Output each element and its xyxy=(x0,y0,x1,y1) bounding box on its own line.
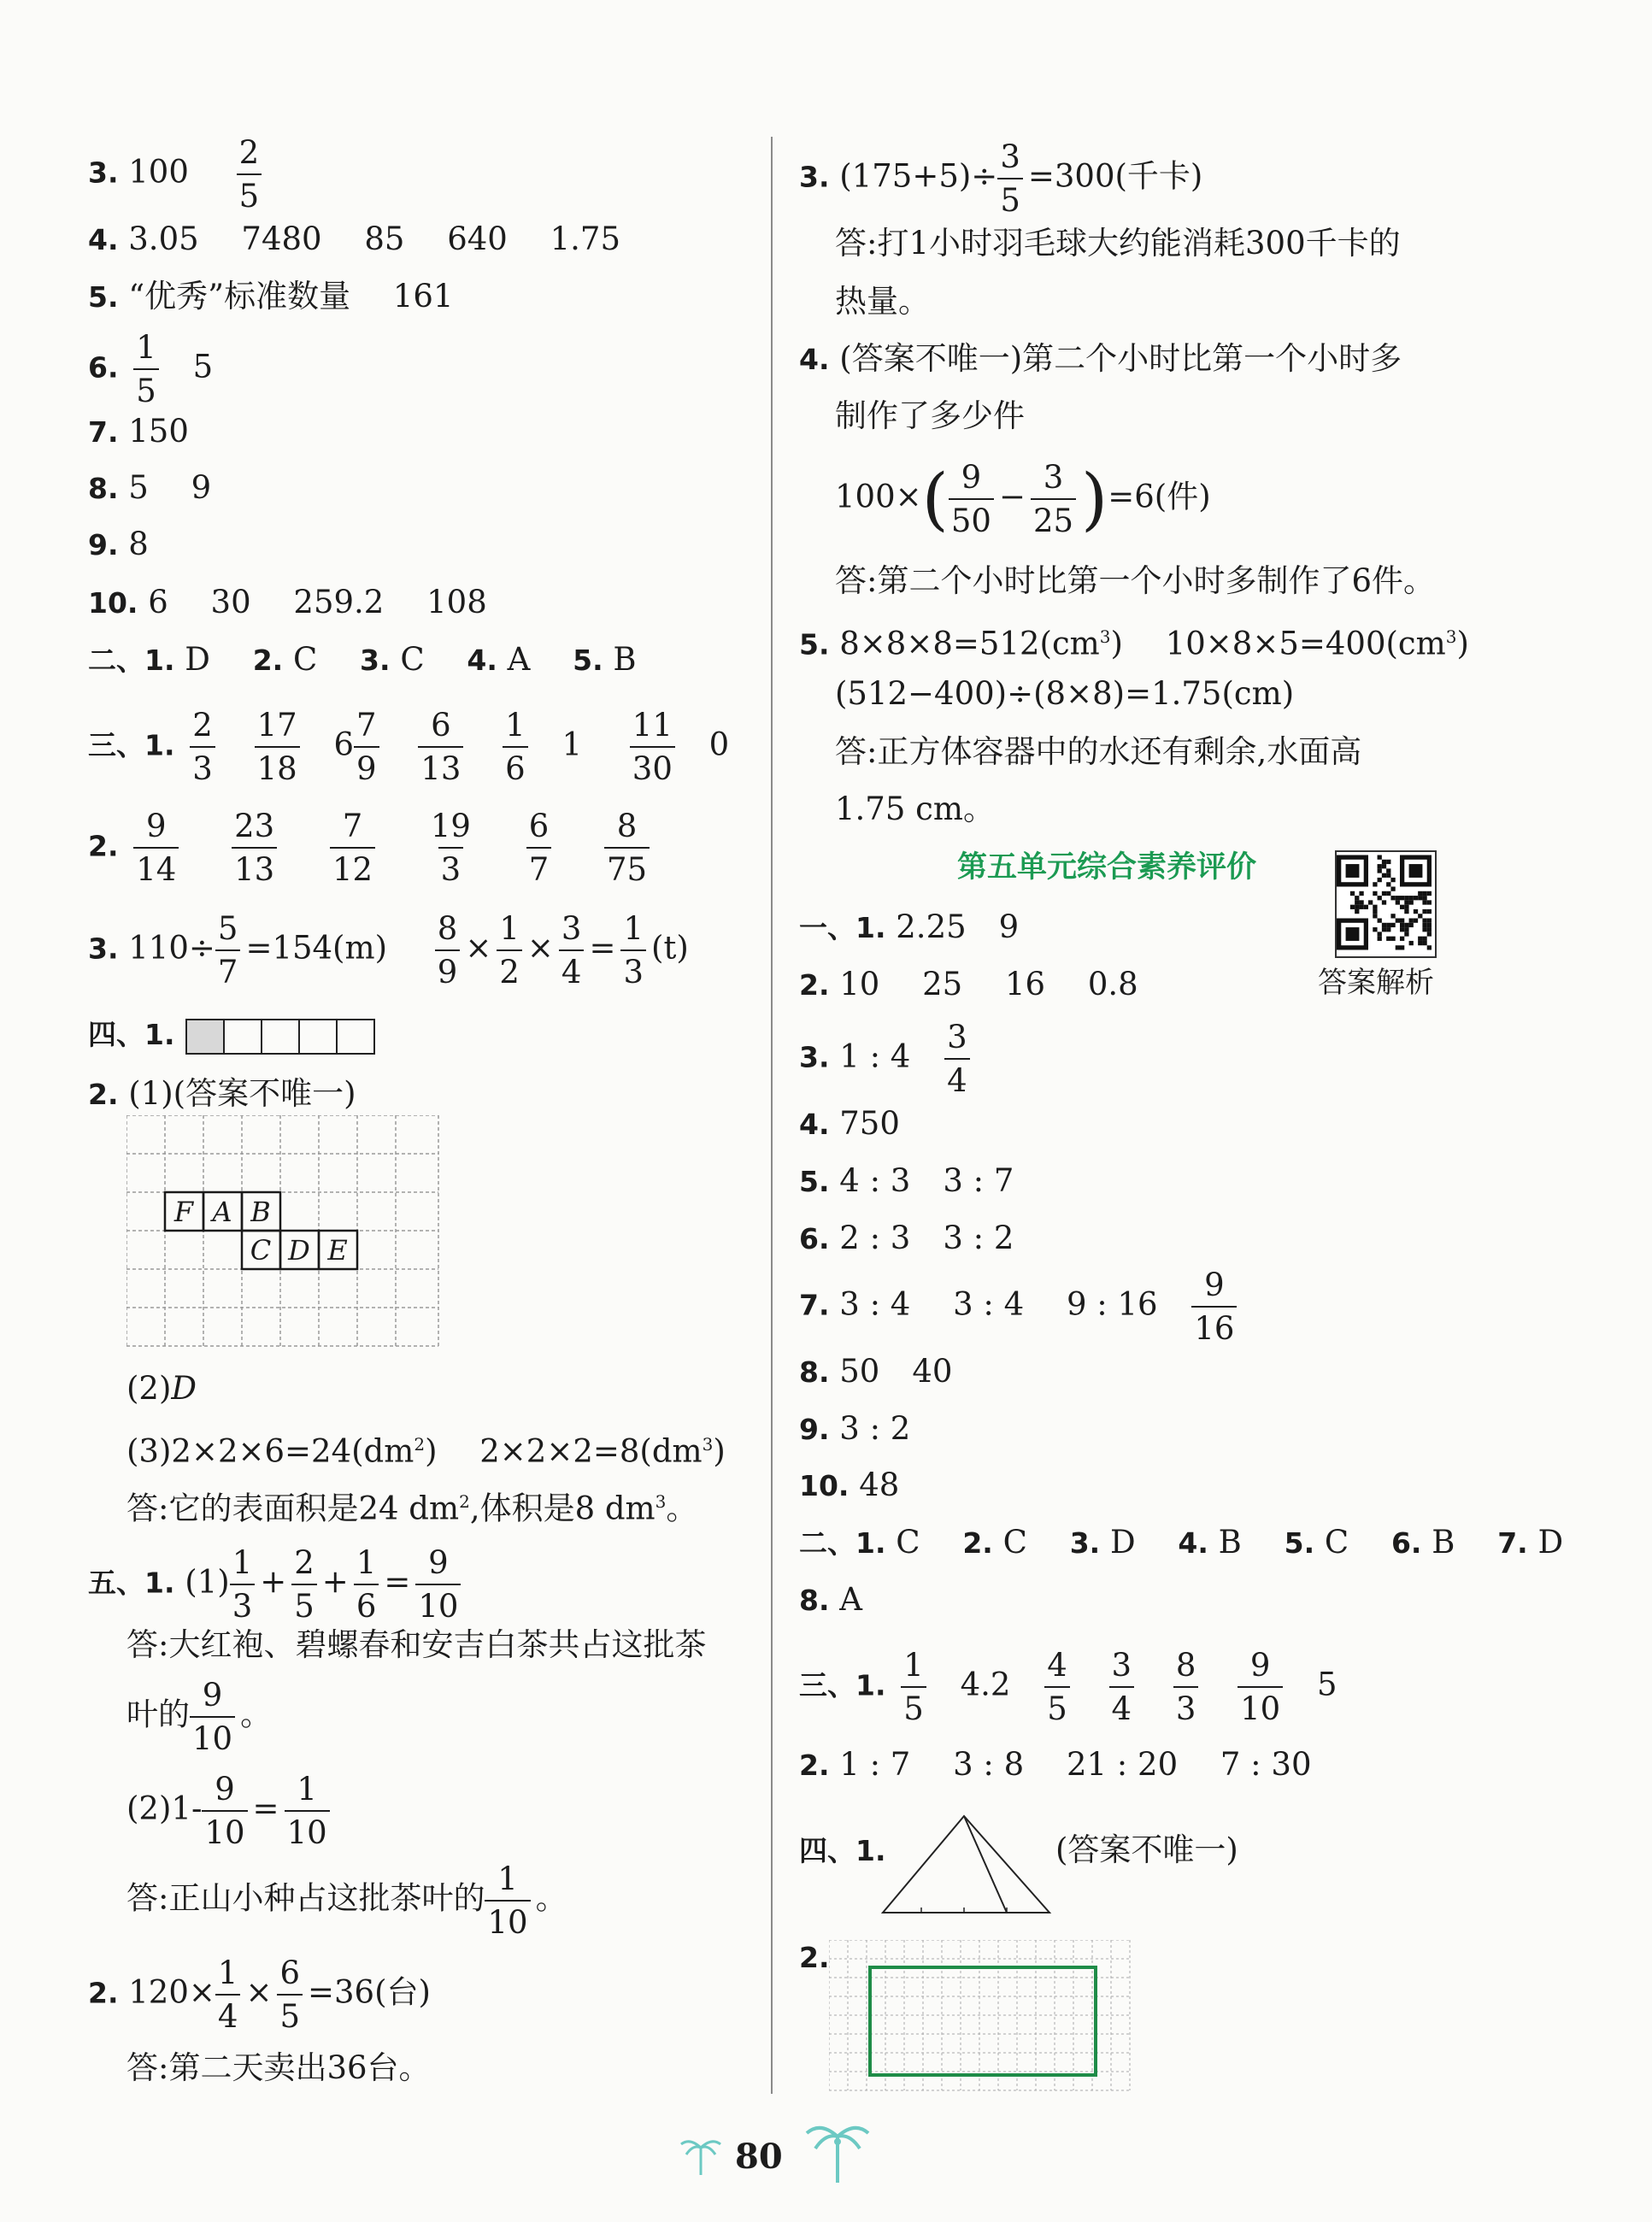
r-answer-4-formula: 100×( $\frac{9}{50}$ − $\frac{3}{25}$ )=6(件) xyxy=(835,459,1211,539)
cube-net-grid xyxy=(126,1115,443,1355)
r-s1-q8: 8. 50 40 xyxy=(799,1353,953,1390)
answer-6: 6. $\frac{1}{5}$ 5 xyxy=(88,329,214,409)
answer-5: 5. “优秀”标准数量 161 xyxy=(88,278,454,314)
answer-4: 4. 3.05 7480 85 640 1.75 xyxy=(88,220,620,257)
r-answer-5-calc: (512−400)÷(8×8)=1.75(cm) xyxy=(835,675,1295,712)
r-answer-4-line2: 制作了多少件 xyxy=(835,397,1025,434)
r-s1-q3: 3. 1 : 4 $\frac{3}{4}$ xyxy=(799,1021,975,1096)
net-label-e: E xyxy=(327,1234,348,1267)
r-answer-5-line1: 答:正方体容器中的水还有剩余,水面高 xyxy=(835,733,1362,770)
net-label-c: C xyxy=(250,1234,272,1267)
cube-net-strip xyxy=(185,1016,381,1057)
answer-10: 10. 6 30 259.2 108 xyxy=(88,584,487,620)
section-3-q1: 三、1. $\frac{2}{3}$ $\frac{17}{18}$ 6 $\frac{7}{9}$ $\frac{6}{13}$ $\frac{1}{6}$ 1 $\frac{11}{30}$ 0 xyxy=(88,707,730,787)
rectangle-grid-figure xyxy=(829,1940,1137,2094)
palm-tree-icon xyxy=(679,2132,722,2179)
triangle-figure xyxy=(879,1812,1058,1919)
r-section-4-q1-note: (答案不唯一) xyxy=(1055,1831,1238,1868)
r-section-3-q2: 2. 1 : 7 3 : 8 21 : 20 7 : 30 xyxy=(799,1746,1312,1783)
answer-3: 3. 100 $\frac{2}{5}$ xyxy=(88,137,267,212)
section-3-q3: 3. 110÷ $\frac{5}{7}$ =154(m) $\frac{8}{9}$ × $\frac{1}{2}$ × $\frac{3}{4}$ = $\frac{1}{3}$ (t) xyxy=(88,910,689,990)
section-3-q2: 2. $\frac{9}{14}$ $\frac{23}{13}$ $\frac{7}{12}$ $\frac{19}{3}$ $\frac{6}{7}$ $\frac{8}{75}$ xyxy=(88,810,655,885)
r-section-4-q2: 2. xyxy=(799,1941,830,1974)
section-4-q2-part2: (2)D xyxy=(126,1370,197,1407)
r-s1-q1: 一、1. 2.25 9 xyxy=(799,908,1020,945)
r-section-2-answers: 二、1. C 2. C 3. D 4. B 5. C 6. B 7. D xyxy=(799,1524,1564,1561)
net-label-a: A xyxy=(212,1196,232,1228)
column-divider xyxy=(771,137,773,2094)
unit-title: 第五单元综合素养评价 xyxy=(957,850,1257,885)
r-answer-5-line2: 1.75 cm。 xyxy=(835,791,995,827)
net-label-d: D xyxy=(288,1234,310,1267)
r-section-3-q1: 三、1. $\frac{1}{5}$ 4.2 $\frac{4}{5}$ $\frac{3}{4}$ $\frac{8}{3}$ $\frac{9}{10}$ 5 xyxy=(799,1647,1337,1727)
r-s1-q10: 10. 48 xyxy=(799,1467,900,1503)
r-answer-3-line1: 答:打1小时羽毛球大约能消耗300千卡的 xyxy=(835,225,1401,262)
r-section-4-q1: 四、1. xyxy=(799,1834,886,1867)
r-answer-4: 4. (答案不唯一)第二个小时比第一个小时多 xyxy=(799,340,1402,377)
qr-caption: 答案解析 xyxy=(1318,966,1434,1000)
r-answer-5: 5. $8\times 8\times 8=512(cm^3)$ $10\times 8\times 5=400(cm^3)$ xyxy=(799,625,1469,662)
r-s1-q4: 4. 750 xyxy=(799,1105,900,1142)
fraction: $\frac{2}{5}$ xyxy=(237,137,262,212)
answer-7: 7. 150 xyxy=(88,413,189,450)
section-4-q2: 2. (1)(答案不唯一) xyxy=(88,1075,356,1112)
r-answer-3-line2: 热量。 xyxy=(835,283,930,320)
r-s1-q9: 9. 3 : 2 xyxy=(799,1410,911,1447)
r-s1-q2: 2. 10 25 16 0.8 xyxy=(799,966,1138,1002)
section-5-q2: 2. 120× $\frac{1}{4}$ × $\frac{6}{5}$ =36(台) xyxy=(88,1955,431,2035)
answer-9: 9. 8 xyxy=(88,526,149,562)
net-label-b: B xyxy=(250,1196,271,1228)
qr-code-icon xyxy=(1337,852,1432,953)
section-5-q2-answer: 答:第二天卖出36台。 xyxy=(126,2049,431,2086)
section-4-q2-part3: $(3)2\times 2\times 6=24(dm^2)$ $2\times 2\times 2=8(dm^3)$ xyxy=(126,1432,726,1470)
r-answer-3: 3. (175+5)÷ $\frac{3}{5}$ =300(千卡) xyxy=(799,138,1203,219)
net-label-f: F xyxy=(173,1196,194,1228)
section-5-q1-part2: (2)1- $\frac{9}{10}$ = $\frac{1}{10}$ xyxy=(126,1773,335,1849)
r-s1-q6: 6. 2 : 3 3 : 2 xyxy=(799,1220,1014,1256)
answer-8: 8. 5 9 xyxy=(88,469,212,506)
section-4-q2-answer: 答:它的表面积是24 $dm^2$,体积是8 $dm^3$。 xyxy=(126,1490,698,1527)
page-number: 80 xyxy=(735,2137,783,2177)
section-5-q1: 五、1. (1) $\frac{1}{3}$ + $\frac{2}{5}$ + $\frac{1}{6}$ = $\frac{9}{10}$ xyxy=(88,1547,466,1622)
section-2-answers: 二、1. D 2. C 3. C 4. A 5. B xyxy=(88,641,637,678)
section-4-q1: 四、1. xyxy=(88,1013,381,1057)
section-5-q1-part2-answer: 答:正山小种占这批茶叶的 $\frac{1}{10}$ 。 xyxy=(126,1860,567,1941)
section-5-q1-answer-line1: 答:大红袍、碧螺春和安吉白茶共占这批茶 xyxy=(126,1626,707,1663)
section-5-q1-answer-line2: 叶的 $\frac{9}{10}$ 。 xyxy=(126,1677,273,1757)
palm-tree-icon xyxy=(803,2118,872,2186)
r-section-2-q8: 8. A xyxy=(799,1581,862,1618)
r-s1-q5: 5. 4 : 3 3 : 7 xyxy=(799,1162,1014,1199)
r-answer-4-answer: 答:第二个小时比第一个小时多制作了6件。 xyxy=(835,562,1436,599)
r-s1-q7: 7. 3 : 4 3 : 4 9 : 16 $\frac{9}{16}$ xyxy=(799,1269,1242,1344)
qr-code[interactable] xyxy=(1335,850,1437,958)
